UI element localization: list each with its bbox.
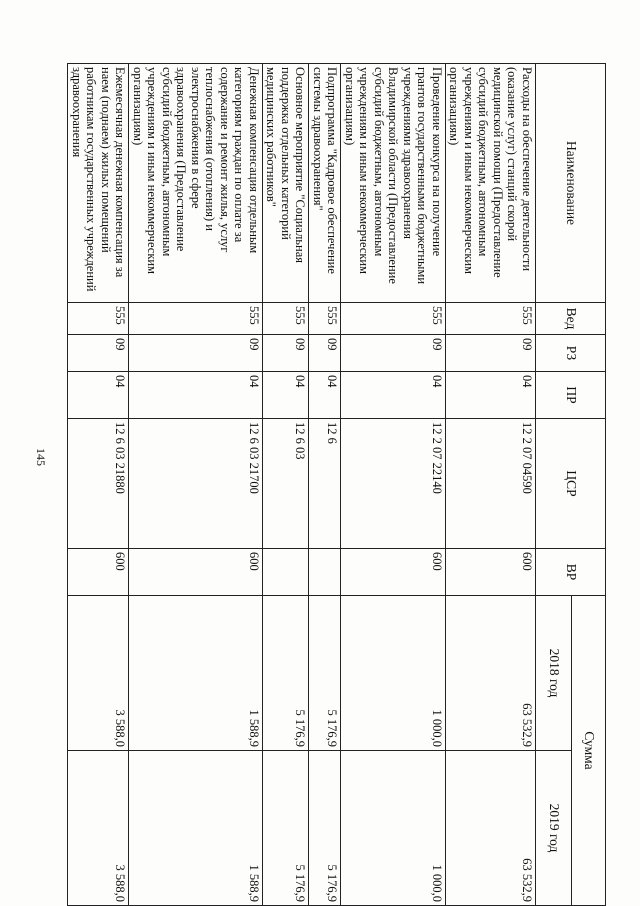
cell-ved: 555 [263,303,310,335]
table-row [309,64,341,906]
table-row [446,64,536,906]
table-row [129,64,263,906]
cell-name: Проведение конкурса на получение грантов государственными бюджетными учреждениями здравоохранения Владимирской области (Предоставление субсидий бюджетным, автономным учреждениям и иным некоммерческим организациям) [341,64,446,303]
cell-sum-2019: 1 588,9 [129,751,263,906]
cell-name: Подпрограмма "Кадровое обеспечение системы здравоохранения" [309,64,341,303]
cell-vr: 600 [68,549,129,596]
table-row [68,64,129,906]
cell-rz: 09 [446,335,536,372]
budget-table-rotated [70,63,606,905]
cell-ved: 555 [341,303,446,335]
cell-csr: 12 2 07 04590 [446,419,536,549]
cell-rz: 09 [68,335,129,372]
budget-table [68,63,607,906]
table-row [341,64,446,906]
cell-pr: 04 [309,372,341,419]
table-row [263,64,310,906]
cell-ved: 555 [129,303,263,335]
cell-sum-2018: 5 176,9 [263,596,310,751]
header-pr: ПР [536,372,606,419]
cell-vr: 600 [129,549,263,596]
cell-csr: 12 6 03 21700 [129,419,263,549]
header-rz: РЗ [536,335,606,372]
cell-sum-2018: 1 000,0 [341,596,446,751]
cell-csr: 12 6 [309,419,341,549]
cell-pr: 04 [341,372,446,419]
cell-csr: 12 6 03 [263,419,310,549]
cell-sum-2019: 5 176,9 [309,751,341,906]
cell-pr: 04 [129,372,263,419]
cell-csr: 12 2 07 22140 [341,419,446,549]
header-year-2019: 2019 год [536,751,572,906]
cell-sum-2018: 63 532,9 [446,596,536,751]
cell-sum-2018: 3 588,0 [68,596,129,751]
cell-name: Расходы на обеспечение деятельности (оказание услуг) станций скорой медицинской помощи (Предоставление субсидий бюджетным, автономным учреждениям и иным некоммерческим организациям) [446,64,536,303]
table-body [68,64,536,906]
cell-name: Основное мероприятие "Социальная поддержка отдельных категорий медицинских работников" [263,64,310,303]
header-vr: ВР [536,549,606,596]
cell-pr: 04 [263,372,310,419]
cell-sum-2019: 1 000,0 [341,751,446,906]
cell-pr: 04 [68,372,129,419]
cell-name: Денежная компенсация отдельным категориям граждан по оплате за содержание и ремонт жилья, услуг теплоснабжения (отопления) и электроснабжения в сфере здравоохранения (Предоставление субсидий бюджетным, автономным учреждениям и иным некоммерческим организациям) [129,64,263,303]
header-csr: ЦСР [536,419,606,549]
cell-pr: 04 [446,372,536,419]
cell-rz: 09 [341,335,446,372]
cell-vr [309,549,341,596]
cell-rz: 09 [263,335,310,372]
table-header [536,64,606,906]
cell-sum-2019: 3 588,0 [68,751,129,906]
cell-ved: 555 [309,303,341,335]
cell-vr [263,549,310,596]
header-name: Наименование [536,64,606,303]
cell-ved: 555 [68,303,129,335]
cell-sum-2019: 63 532,9 [446,751,536,906]
cell-rz: 09 [129,335,263,372]
cell-sum-2018: 5 176,9 [309,596,341,751]
page-number: 145 [34,448,48,466]
header-ved: Вед [536,303,606,335]
header-sum: Сумма [572,596,606,906]
cell-rz: 09 [309,335,341,372]
cell-vr: 600 [446,549,536,596]
cell-sum-2018: 1 588,9 [129,596,263,751]
cell-csr: 12 6 03 21880 [68,419,129,549]
cell-vr: 600 [341,549,446,596]
cell-name: Ежемесячная денежная компенсация за наем (поднаем) жилых помещений работникам государственных учреждений здравоохранения [68,64,129,303]
cell-sum-2019: 5 176,9 [263,751,310,906]
header-year-2018: 2018 год [536,596,572,751]
cell-ved: 555 [446,303,536,335]
